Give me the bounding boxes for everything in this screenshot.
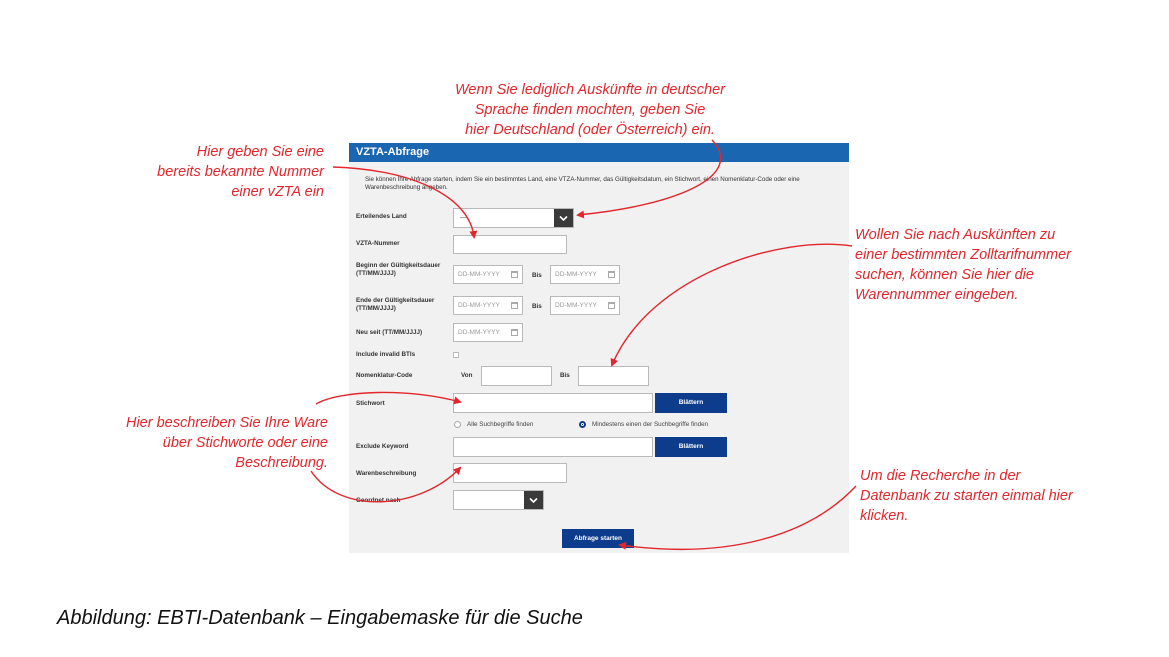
warenbeschreibung-label: Warenbeschreibung	[356, 470, 417, 477]
chevron-down-icon[interactable]	[524, 491, 543, 509]
calendar-icon[interactable]	[511, 271, 518, 278]
erteilendes-land-value: —	[460, 213, 468, 222]
nomenklatur-bis-input[interactable]	[578, 366, 649, 386]
stichwort-blaettern-button[interactable]: Blättern	[655, 393, 727, 413]
annotation-vzta-nummer	[120, 142, 324, 202]
erteilendes-land-label: Erteilendes Land	[356, 213, 407, 220]
calendar-icon[interactable]	[608, 302, 615, 309]
include-invalid-checkbox[interactable]	[453, 352, 459, 358]
annotation-vzta-line: einer vZTA ein	[231, 184, 324, 200]
nomenklatur-von-label: Von	[461, 372, 473, 379]
nomenklatur-von-input[interactable]	[481, 366, 552, 386]
beginn-bis-label: Bis	[532, 272, 542, 279]
annotation-vzta-line: bereits bekannte Nummer	[157, 164, 324, 180]
ende-from-placeholder: DD-MM-YYYY	[458, 302, 500, 309]
beginn-from-placeholder: DD-MM-YYYY	[458, 271, 500, 278]
annotation-start-line: klicken.	[860, 508, 909, 524]
calendar-icon[interactable]	[511, 329, 518, 336]
abfrage-starten-button[interactable]: Abfrage starten	[562, 529, 634, 548]
ebti-search-form	[349, 143, 849, 553]
vzta-nummer-input[interactable]	[453, 235, 567, 254]
annotation-warennummer-line: einer bestimmten Zolltarifnummer	[855, 247, 1071, 263]
neu-seit-label: Neu seit (TT/MM/JJJJ)	[356, 329, 423, 336]
exclude-keyword-input[interactable]	[453, 437, 653, 457]
exclude-keyword-label: Exclude Keyword	[356, 443, 409, 450]
neu-seit-placeholder: DD-MM-YYYY	[458, 329, 500, 336]
ende-from-date[interactable]	[453, 296, 523, 315]
ende-label: Ende der Gültigkeitsdauer (TT/MM/JJJJ)	[356, 297, 435, 312]
annotation-warennummer-line: suchen, können Sie hier die	[855, 267, 1034, 283]
annotation-warennummer-line: Wollen Sie nach Auskünften zu	[855, 227, 1056, 243]
beginn-label: Beginn der Gültigkeitsdauer (TT/MM/JJJJ)	[356, 262, 441, 277]
annotation-land-line: hier Deutschland (oder Österreich) ein.	[465, 122, 715, 138]
annotation-vzta-line: Hier geben Sie eine	[196, 144, 324, 160]
annotation-land	[438, 80, 742, 140]
ende-to-placeholder: DD-MM-YYYY	[555, 302, 597, 309]
nomenklatur-label: Nomenklatur-Code	[356, 372, 413, 379]
ende-bis-label: Bis	[532, 303, 542, 310]
warenbeschreibung-input[interactable]	[453, 463, 567, 483]
annotation-warennummer	[855, 225, 1115, 305]
annotation-beschreibung-line: über Stichworte oder eine	[162, 435, 328, 451]
radio-alle-label: Alle Suchbegriffe finden	[467, 421, 534, 428]
radio-mindestens-einen[interactable]	[579, 421, 586, 428]
geordnet-nach-select[interactable]	[453, 490, 544, 510]
erteilendes-land-select[interactable]	[453, 208, 574, 228]
annotation-beschreibung	[90, 413, 328, 473]
geordnet-nach-label: Geordnet nach	[356, 497, 401, 504]
neu-seit-date[interactable]	[453, 323, 523, 342]
form-title: VZTA-Abfrage	[349, 143, 849, 162]
annotation-start-line: Um die Recherche in der	[860, 468, 1021, 484]
calendar-icon[interactable]	[608, 271, 615, 278]
annotation-land-line: Sprache finden mochten, geben Sie	[474, 102, 706, 118]
stichwort-input[interactable]	[453, 393, 653, 413]
stichwort-label: Stichwort	[356, 400, 385, 407]
radio-mindestens-label: Mindestens einen der Suchbegriffe finden	[592, 421, 709, 428]
nomenklatur-bis-label: Bis	[560, 372, 570, 379]
form-intro-text: Sie können Ihre Abfrage starten, indem Sie ein bestimmtes Land, eine VTZA-Nummer, das Gültigkeitsdatum, ein Stichwort, einen Nomenklatur-Code oder eine Warenbeschreibung angeben.	[365, 176, 800, 191]
annotation-start-line: Datenbank zu starten einmal hier	[860, 488, 1073, 504]
radio-alle-suchbegriffe[interactable]	[454, 421, 461, 428]
chevron-down-icon[interactable]	[554, 209, 573, 227]
include-invalid-label: Include invalid BTIs	[356, 351, 416, 358]
ende-to-date[interactable]	[550, 296, 620, 315]
beginn-to-placeholder: DD-MM-YYYY	[555, 271, 597, 278]
figure-caption: Abbildung: EBTI-Datenbank – Eingabemaske für die Suche	[57, 607, 583, 629]
annotation-beschreibung-line: Hier beschreiben Sie Ihre Ware	[125, 415, 328, 431]
annotation-warennummer-line: Warennummer eingeben.	[855, 287, 1019, 303]
beginn-from-date[interactable]	[453, 265, 523, 284]
calendar-icon[interactable]	[511, 302, 518, 309]
beginn-to-date[interactable]	[550, 265, 620, 284]
annotation-beschreibung-line: Beschreibung.	[235, 455, 328, 471]
exclude-blaettern-button[interactable]: Blättern	[655, 437, 727, 457]
vzta-nummer-label: VZTA-Nummer	[356, 240, 400, 247]
annotation-land-line: Wenn Sie lediglich Auskünfte in deutscher	[454, 82, 726, 98]
annotation-start	[860, 466, 1120, 526]
